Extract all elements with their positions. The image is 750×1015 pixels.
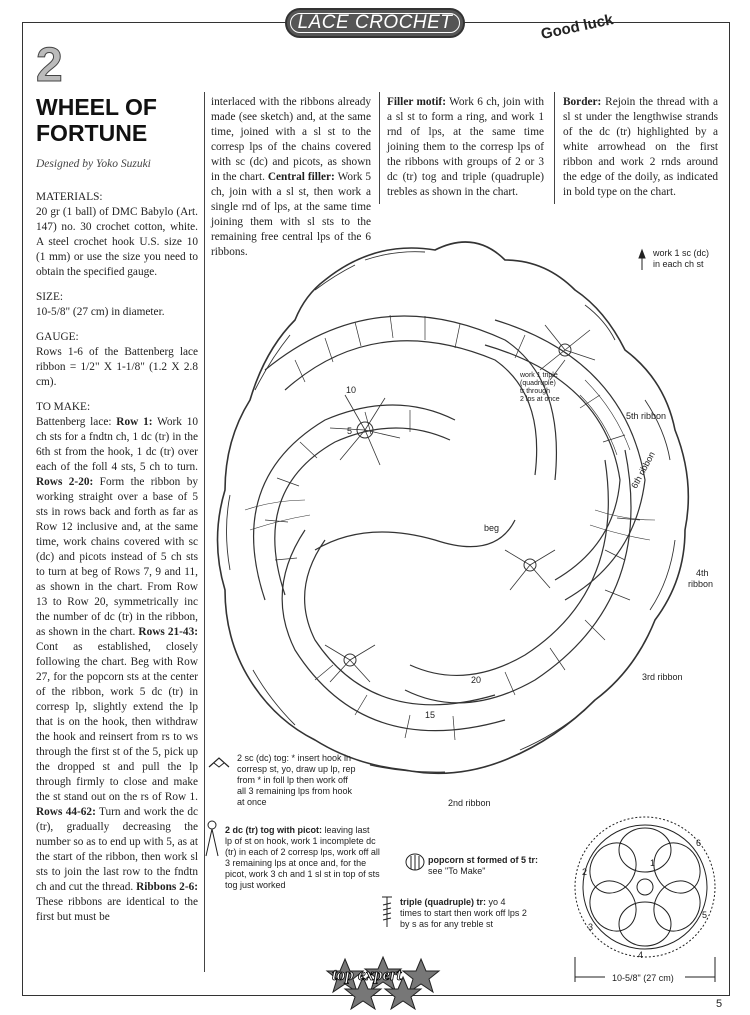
chart-label-work-1-sc: work 1 sc (dc) — [653, 248, 710, 258]
gauge-text: Rows 1-6 of the Battenberg lace ribbon = 1/2" X 1-1/8" (1.2 X 2.8 cm). — [36, 346, 198, 388]
to-make-heading: TO MAKE: — [36, 401, 91, 413]
chart-label-row-20: 20 — [471, 675, 482, 685]
chart-label-beg: beg — [484, 523, 500, 533]
sc-tog-symbol — [207, 755, 231, 769]
chart-label-3rd-ribbon: 3rd ribbon — [642, 672, 683, 682]
chart-label-2nd-ribbon: 2nd ribbon — [448, 798, 491, 808]
sketch-number-1: 1 — [650, 858, 656, 868]
legend-dc-tog: 2 dc (tr) tog with picot: leaving last lp of st on hook, work 1 incomplete dc (tr) in each of 2 corresp lps, work off all 3 remaining lps at once and, for the picot, work 3 ch and 1 sl st in top of sts tog just worked — [225, 825, 380, 890]
column-3: Filler motif: Work 6 ch, join with a sl st to form a ring, and work 1 rnd of lps, at the same time joining them to the corresp lps of the ribbons with groups of 2 or 3 dc (tr) tog and triple (quadruple) trebles as shown in the chart. — [387, 96, 544, 198]
materials-text: 20 gr (1 ball) of DMC Babylo (Art. 147) no. 30 crochet cotton, white. A steel crochet hook U.S. size 10 (1 mm) or use the size you need to obtain the specified gauge. — [36, 206, 198, 278]
section-header — [285, 8, 465, 38]
chart-note-triple: work 1 triple (quadruple) tr through 2 lps at once — [520, 372, 560, 403]
dc-tog-picot-symbol — [203, 820, 221, 860]
gauge-heading: GAUGE: — [36, 331, 79, 343]
chart-label-4th: 4th — [696, 568, 709, 578]
sketch-dimension: 10-5/8" (27 cm) — [612, 973, 674, 983]
chart-label-row-10: 10 — [346, 385, 357, 395]
size-heading: SIZE: — [36, 291, 63, 303]
triple-tr-symbol — [380, 895, 394, 929]
sketch-number-5: 5 — [702, 910, 708, 920]
popcorn-symbol — [405, 852, 425, 872]
crochet-chart — [205, 220, 725, 800]
pattern-number: 2 — [36, 39, 63, 92]
sketch-number-3: 3 — [588, 922, 594, 932]
sketch-number-4: 4 — [638, 950, 644, 960]
page-number: 5 — [716, 998, 723, 1010]
designer-credit: Designed by Yoko Suzuki — [36, 158, 151, 170]
chart-label-4th-ribbon: ribbon — [688, 579, 714, 589]
pattern-title: WHEEL OF FORTUNE — [36, 94, 157, 146]
sketch-number-6: 6 — [696, 838, 702, 848]
sketch-number-2: 2 — [582, 867, 588, 877]
legend-popcorn: popcorn st formed of 5 tr: see "To Make" — [428, 855, 538, 876]
column-divider — [379, 92, 380, 204]
column-4: Border: Rejoin the thread with a sl st under the lengthwise strands of the dc (tr) highlighted by a white arrowhead on the first ribbon and work 2 rnds around the edge of the doily, as indicated in bold type on the chart. — [563, 96, 718, 198]
materials-heading: MATERIALS: — [36, 191, 103, 203]
good-luck-banner: Good luck — [539, 11, 615, 44]
chart-label-each-ch: in each ch st — [653, 259, 704, 269]
column-divider — [554, 92, 555, 204]
chart-label-row-5: 5 — [347, 426, 353, 436]
column-1 — [36, 190, 198, 925]
to-make-text: Battenberg lace: Row 1: Work 10 ch sts for a fndtn ch, 1 dc (tr) in the 6th st from the hook, 1 dc (tr) over each of the foll 4 sts, 5 ch to turn. Rows 2-20: Form the ribbon by working straight over a base of 5 sts in rows back and forth as far as Row 12 inclusive and, at the same time, work chains covered with sc (dc) and picots instead of 5 ch sts to turn at beg of Rows 7, 9 and 11, as shown in the chart. From Row 13 to Row 20, symmetrically inc the number of dc (tr) in the ribbon, as shown in the chart. Rows 21-43: Cont as established, closely following the chart. Beg with Row 27, for the popcorn sts at the center of the ribbon, work 5 dc (tr) in corresp lp, slightly extend the lp that is on the hook, then withdraw the hook and reinsert from rs to ws through the first st of the 5, pick up the dropped st and pull the lp through firmly to close and make the st stand out on the rs of Row 1. Rows 44-62: Turn and work the dc (tr), gradually decreasing the number so as to end up with 5, as at the start of the ribbon, then work sl sts to join the last row to the fndtn ch and cut the thread. Ribbons 2-6: These ribbons are identical to the first but must be — [36, 416, 199, 923]
chart-label-6th-ribbon: 6th ribbon — [629, 449, 657, 491]
column-2: interlaced with the ribbons already made (see sketch) and, at the same time, joined with a sl st to the corresp lps of the chains covered with sc (dc) and picots, as shown in the chart. Central filler: Work 5 ch, join with a sl st, then work a single rnd of lps, at the same time joining them with sl sts to the remaining free central lps of the 6 ribbons. — [211, 96, 372, 258]
chart-label-row-15: 15 — [425, 710, 436, 720]
top-expert-logo-text: top expert — [332, 965, 402, 984]
legend-triple-tr: triple (quadruple) tr: yo 4 times to start then work off lps 2 by s as for any treble st — [400, 897, 527, 929]
size-text: 10-5/8" (27 cm) in diameter. — [36, 306, 165, 318]
chart-label-5th-ribbon: 5th ribbon — [626, 411, 667, 421]
legend-sc-tog: 2 sc (dc) tog: * insert hook in corresp st, yo, draw up lp, rep from * in foll lp then work off all 3 remaining lps from hook at once — [237, 753, 356, 807]
section-title: LACE CROCHET — [297, 12, 453, 33]
